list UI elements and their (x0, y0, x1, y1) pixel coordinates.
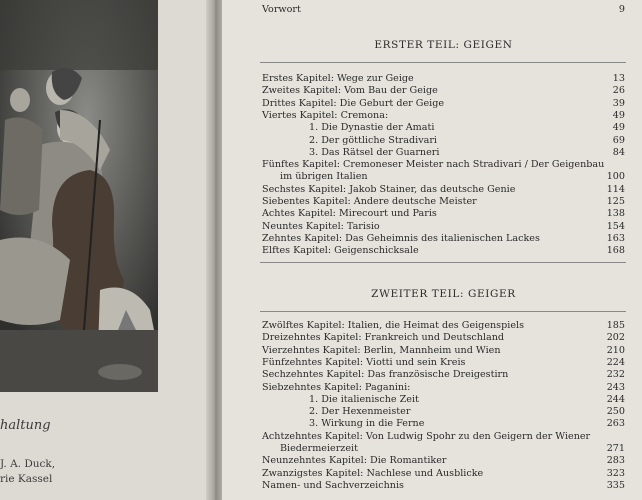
toc-entry (262, 245, 625, 256)
toc-entry-label: Vierzehntes Kapitel: Berlin, Mannheim und Wien (262, 344, 501, 356)
toc-entry-page: 125 (606, 196, 625, 207)
toc-entry (262, 431, 625, 442)
toc-entry-page: 49 (612, 109, 625, 121)
toc-entry-page: 224 (606, 356, 625, 368)
toc-entry-page: 323 (606, 467, 625, 479)
toc-entry-label: im übrigen Italien (280, 171, 368, 183)
toc-entry-label: Sechstes Kapitel: Jakob Stainer, das deutsche Genie (262, 183, 516, 195)
toc-entry-page: 185 (606, 320, 625, 331)
toc-entry (262, 208, 625, 219)
toc-entry-label: 2. Der Hexenmeister (309, 406, 411, 418)
toc-entry-label: Achtzehntes Kapitel: Von Ludwig Spohr zu den Geigern der Wiener (262, 430, 591, 442)
toc-entry-label: Viertes Kapitel: Cremona: (262, 109, 389, 121)
toc-entry-page: 39 (612, 97, 625, 109)
toc-entry-label: 1. Die Dynastie der Amati (309, 122, 435, 134)
toc-entry-page: 168 (606, 245, 625, 257)
toc-entry-label: Drittes Kapitel: Die Geburt der Geige (262, 97, 445, 109)
toc-entry-label: 1. Die italienische Zeit (309, 393, 419, 405)
toc-entry-label: Zehntes Kapitel: Das Geheimnis des italienischen Lackes (262, 232, 540, 244)
toc-entry-label: Namen- und Sachverzeichnis (262, 479, 404, 491)
toc-entry-label: Achtes Kapitel: Mirecourt und Paris (262, 208, 437, 220)
toc-entry-page: 13 (612, 73, 625, 84)
toc-entry-page: 232 (606, 369, 625, 381)
toc-entry-label: Sechzehntes Kapitel: Das französische Dreigestirn (262, 369, 509, 381)
toc-entry (262, 85, 625, 96)
toc-entry-vorwort (262, 4, 625, 15)
toc-entry (262, 221, 625, 232)
toc-entry (262, 233, 625, 244)
toc-entry-label: Fünftes Kapitel: Cremoneser Meister nach Stradivari / Der Geigenbau (262, 159, 605, 171)
toc-entry (262, 455, 625, 466)
section-rule (260, 262, 626, 263)
toc-entry-page: 84 (612, 146, 625, 158)
caption-title: haltung (0, 418, 51, 433)
toc-entry-page: 202 (606, 332, 625, 344)
toc-entry (262, 98, 625, 109)
toc-entry-page: 100 (606, 171, 625, 183)
toc-entry (262, 406, 625, 417)
toc-entry (262, 394, 625, 405)
toc-entry-label: 3. Das Rätsel der Guarneri (309, 146, 440, 158)
toc-entry-label: Neuntes Kapitel: Tarisio (262, 220, 380, 232)
toc-entry-page: 283 (606, 455, 625, 467)
toc-entry (262, 369, 625, 380)
toc-entry-label: Siebentes Kapitel: Andere deutsche Meister (262, 196, 477, 207)
toc-entry-page: 26 (612, 85, 625, 97)
toc-entry (262, 73, 625, 84)
toc-entry-label: 2. Der göttliche Stradivari (309, 134, 437, 146)
left-page (0, 0, 214, 500)
toc-entry (262, 184, 625, 195)
toc-entry-label: Dreizehntes Kapitel: Frankreich und Deutschland (262, 332, 505, 344)
toc-entry (262, 332, 625, 343)
toc-entry-page: 244 (606, 393, 625, 405)
toc-entry-page: 114 (606, 183, 625, 195)
toc-entry-label: Zweites Kapitel: Vom Bau der Geige (262, 85, 438, 97)
toc-entry (262, 382, 625, 393)
toc-entry-page: 271 (606, 443, 625, 454)
toc-entry (262, 468, 625, 479)
toc-entry-page: 163 (606, 232, 625, 244)
section-rule (260, 62, 626, 63)
toc-entry (262, 196, 625, 207)
toc-entry-page: 263 (606, 418, 625, 430)
part1-heading: ERSTER TEIL: GEIGEN (374, 39, 513, 51)
toc-entry-page: 69 (612, 134, 625, 146)
toc-entry-label: Neunzehntes Kapitel: Die Romantiker (262, 455, 447, 467)
toc-entry-label: Fünfzehntes Kapitel: Viotti und sein Kreis (262, 356, 466, 368)
toc-entry (262, 147, 625, 158)
toc-entry (262, 171, 625, 182)
toc-entry (262, 122, 625, 133)
toc-entry-label: Biedermeierzeit (280, 443, 358, 454)
toc-entry-page: 210 (606, 344, 625, 356)
toc-entry-page: 250 (606, 406, 625, 418)
toc-page (222, 0, 642, 500)
toc-entry (262, 110, 625, 121)
toc-entry (262, 418, 625, 429)
engraving-musicians-image (0, 0, 158, 392)
caption-credit-line: rie Kassel (0, 473, 53, 485)
toc-entry (262, 357, 625, 368)
toc-entry (262, 480, 625, 491)
toc-entry-page: 9 (618, 4, 625, 15)
toc-entry-label: Siebzehntes Kapitel: Paganini: (262, 381, 411, 393)
toc-entry-label: Zwölftes Kapitel: Italien, die Heimat des Geigenspiels (262, 320, 524, 331)
toc-entry-label: Erstes Kapitel: Wege zur Geige (262, 73, 414, 84)
toc-entry-label: Vorwort (262, 4, 301, 15)
toc-entry (262, 159, 625, 170)
toc-entry-page: 154 (606, 220, 625, 232)
toc-entry-label: Zwanzigstes Kapitel: Nachlese und Ausblicke (262, 467, 484, 479)
engraving-illustration (0, 0, 158, 392)
section-rule (260, 311, 626, 312)
toc-entry-page: 335 (606, 479, 625, 491)
toc-entry-page: 49 (612, 122, 625, 134)
caption-credit-line: J. A. Duck, (0, 458, 56, 470)
toc-entry (262, 135, 625, 146)
toc-entry (262, 320, 625, 331)
toc-entry (262, 443, 625, 454)
toc-entry-page: 138 (606, 208, 625, 220)
toc-entry (262, 345, 625, 356)
toc-entry-label: 3. Wirkung in die Ferne (309, 418, 425, 430)
part2-heading: ZWEITER TEIL: GEIGER (371, 288, 516, 300)
toc-entry-page: 243 (606, 381, 625, 393)
toc-entry-label: Elftes Kapitel: Geigenschicksale (262, 245, 419, 257)
